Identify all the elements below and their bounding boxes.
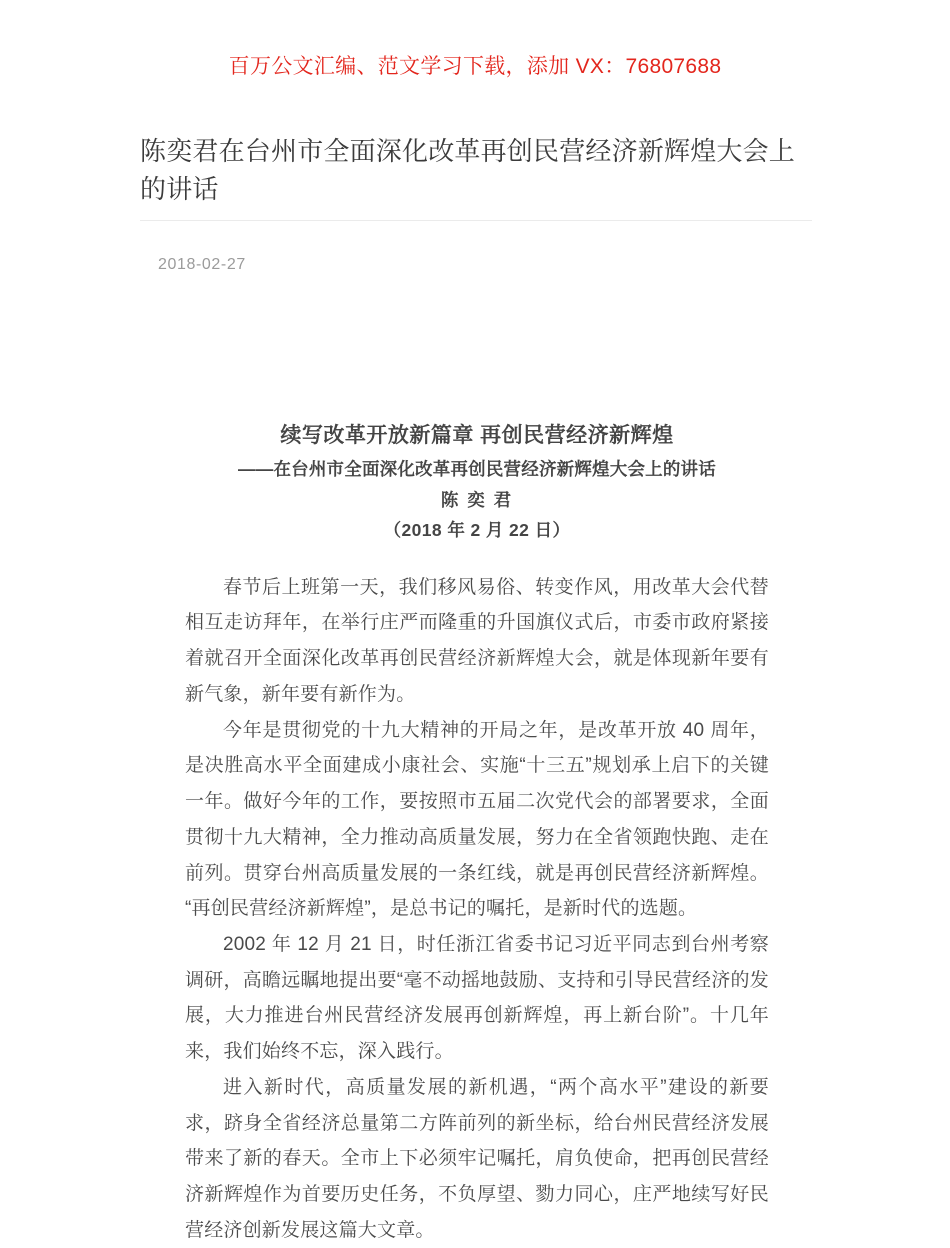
document-subheading: ——在台州市全面深化改革再创民营经济新辉煌大会上的讲话 [238,458,716,479]
header-divider [140,220,812,221]
paragraph: 进入新时代，高质量发展的新机遇，“两个高水平”建设的新要求，跻身全省经济总量第二方阵前列的新坐标，给台州民营经济发展带来了新的春天。全市上下必须牢记嘱托，肩负使命，把再创民营经济新辉煌作为首要历史任务，不负厚望、勠力同心，庄严地续写好民营经济创新发展这篇大文章。 [185,1076,769,1241]
paragraph: 春节后上班第一天，我们移风易俗、转变作风，用改革大会代替相互走访拜年，在举行庄严而隆重的升国旗仪式后，市委市政府紧接着就召开全面深化改革再创民营经济新辉煌大会，就是体现新年要有新气象，新年要有新作为。 [185,576,769,705]
article-date: 2018-02-27 [158,256,246,273]
document-author: 陈 奕 君 [440,489,514,510]
document-heading: 续写改革开放新篇章 再创民营经济新辉煌 [280,424,674,447]
page-title: 陈奕君在台州市全面深化改革再创民营经济新辉煌大会上的讲话 [140,136,796,205]
paragraph: 今年是贯彻党的十九大精神的开局之年，是改革开放 40 周年，是决胜高水平全面建成小康社会、实施“十三五”规划承上启下的关键一年。做好今年的工作，要按照市五届二次党代会的部署要求，全面贯彻十九大精神，全力推动高质量发展，努力在全省领跑快跑、走在前列。贯穿台州高质量发展的一条红线，就是再创民营经济新辉煌。“再创民营经济新辉煌”，是总书记的嘱托，是新时代的选题。 [185,719,769,920]
document-paragraphs [185,570,769,1248]
article-header [140,132,812,273]
document-date: （2018 年 2 月 22 日） [383,519,571,540]
paragraph: 2002 年 12 月 21 日，时任浙江省委书记习近平同志到台州考察调研，高瞻远瞩地提出要“毫不动摇地鼓励、支持和引导民营经济的发展，大力推进台州民营经济发展再创新辉煌，再上新台阶”。十几年来，我们始终不忘，深入践行。 [185,933,769,1063]
promo-banner: 百万公文汇编、范文学习下载，添加 VX：76807688 [228,55,722,78]
document-content [185,420,769,1248]
